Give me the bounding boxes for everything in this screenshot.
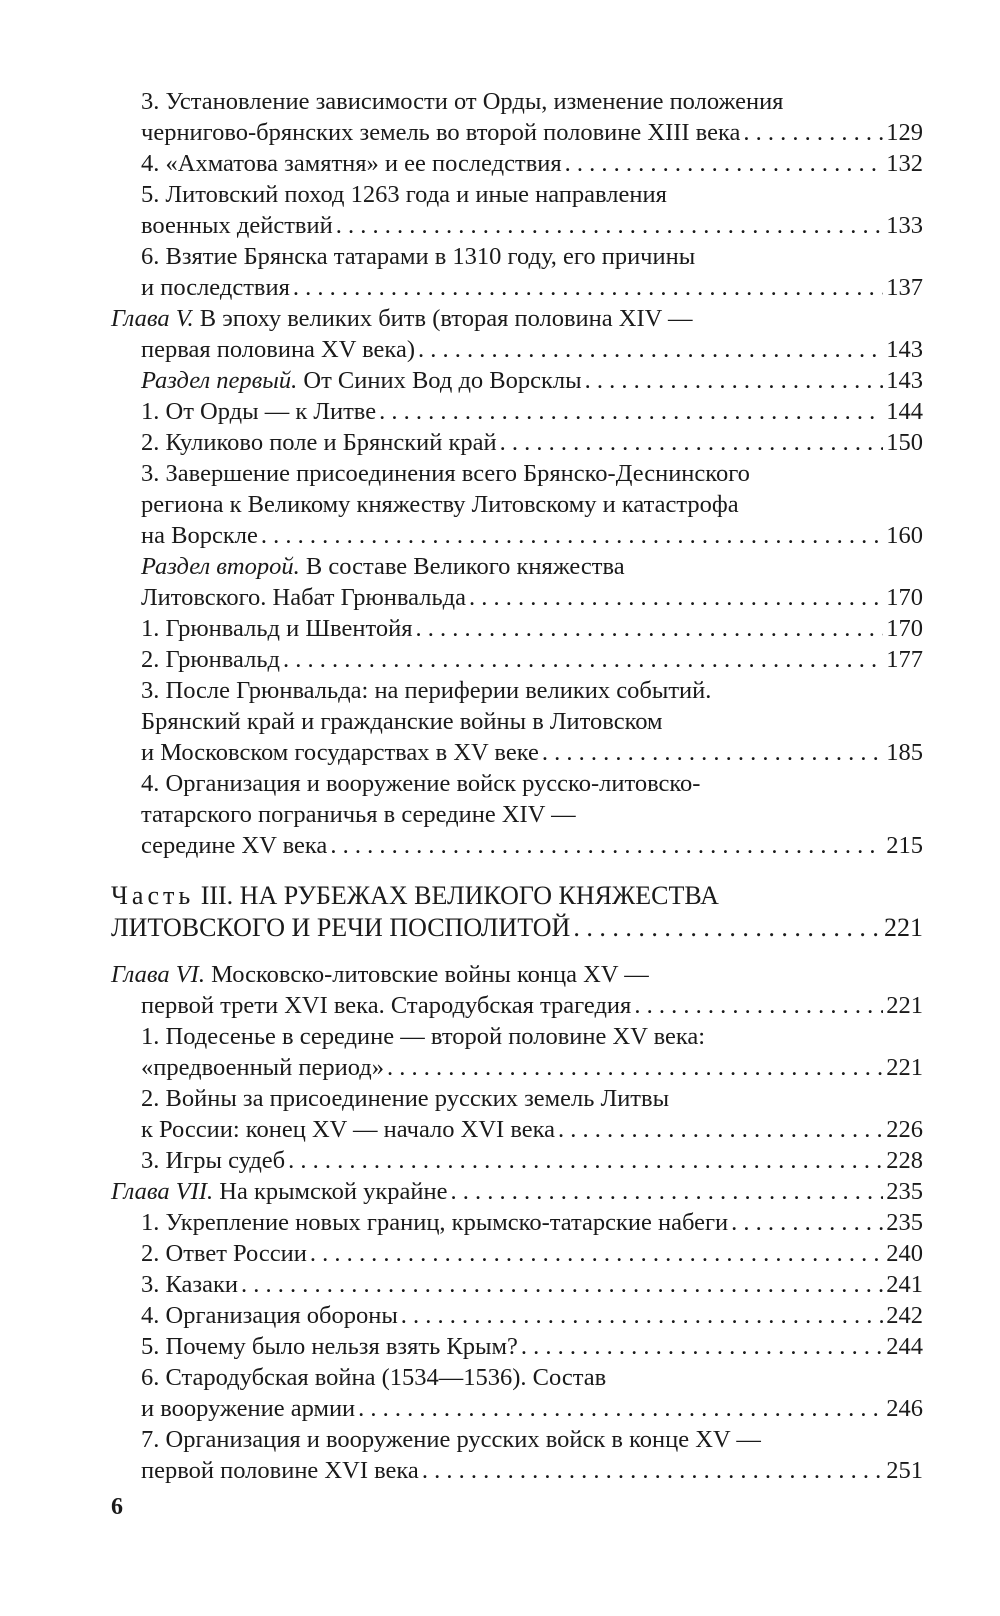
toc-entry-text — [141, 675, 711, 706]
toc-page-number: 185 — [886, 739, 923, 766]
leader-dots — [450, 1176, 883, 1207]
leader-dots — [283, 644, 883, 675]
toc-entry — [111, 1300, 923, 1331]
toc-page-number: 242 — [886, 1302, 923, 1329]
toc-entry-prefix: Глава VI. — [111, 961, 205, 988]
toc-entry-line — [111, 990, 923, 1021]
toc-entry-line-text: 5. Почему было нельзя взять Крым? — [141, 1333, 518, 1360]
leader-dots — [261, 520, 883, 551]
toc-entry-line — [141, 396, 923, 427]
toc-entry-line-text: 2. Грюнвальд — [141, 646, 280, 673]
toc-entry-line-text: От Синих Вод до Ворсклы — [297, 367, 582, 394]
toc-entry-text — [141, 551, 625, 582]
toc-entry-line-text: III. НА РУБЕЖАХ ВЕЛИКОГО КНЯЖЕСТВА — [194, 881, 719, 910]
toc-entry-text — [141, 179, 667, 210]
toc-page-number: 241 — [886, 1271, 923, 1298]
toc-entry-line-text: первой половине XVI века — [141, 1457, 419, 1484]
toc-entry-line-text: региона к Великому княжеству Литовскому и катастрофа — [141, 491, 739, 518]
toc-entry-text — [141, 1238, 307, 1269]
toc-entry-text — [141, 1269, 238, 1300]
toc-entry — [111, 458, 923, 551]
toc-entry-prefix: Раздел первый. — [141, 367, 298, 394]
toc-entry-prefix: Часть — [111, 881, 195, 910]
toc-entry-line — [141, 272, 923, 303]
toc-entry-text — [141, 1145, 285, 1176]
toc-entry-line — [111, 303, 923, 334]
toc-entry-text — [141, 396, 376, 427]
toc-entry — [111, 427, 923, 458]
toc-entry-line — [141, 1331, 923, 1362]
toc-entry-text — [141, 644, 280, 675]
toc-entry-line — [141, 830, 923, 861]
toc-page-number: 246 — [886, 1395, 923, 1422]
leader-dots — [521, 1331, 883, 1362]
leader-dots — [379, 396, 883, 427]
toc-entry-line — [141, 1362, 923, 1393]
leader-dots — [542, 737, 883, 768]
toc-entry-text — [141, 768, 700, 799]
toc-entry — [111, 396, 923, 427]
leader-dots — [288, 1145, 883, 1176]
toc-entry-text — [141, 1021, 705, 1052]
table-of-contents — [111, 86, 923, 1486]
toc-page-number: 221 — [884, 913, 923, 942]
toc-page-number: 177 — [886, 646, 923, 673]
toc-entry — [111, 148, 923, 179]
toc-page-number: 160 — [886, 522, 923, 549]
toc-entry-line — [141, 1083, 923, 1114]
toc-entry-line-text: 3. После Грюнвальда: на периферии великих событий. — [141, 677, 712, 704]
leader-dots — [743, 117, 883, 148]
toc-entry — [111, 303, 923, 365]
toc-entry — [111, 1207, 923, 1238]
toc-entry-line-text: 1. От Орды — к Литве — [141, 398, 377, 425]
toc-entry-text — [141, 1424, 761, 1455]
toc-page-number: 251 — [886, 1457, 923, 1484]
toc-entry — [111, 1238, 923, 1269]
toc-entry — [111, 675, 923, 768]
toc-entry-line-text: чернигово-брянских земель во второй половине XIII века — [141, 119, 741, 146]
toc-entry-text — [111, 303, 693, 334]
toc-entry-text — [141, 1362, 606, 1393]
toc-entry-text — [141, 86, 783, 117]
toc-entry-line-text: Литовского. Набат Грюнвальда — [141, 584, 466, 611]
toc-entry-line-text: В эпоху великих битв (вторая половина XIV — — [193, 305, 693, 332]
toc-page-number: 215 — [886, 832, 923, 859]
toc-entry-line — [141, 1300, 923, 1331]
page-number: 6 — [111, 1494, 123, 1520]
toc-entry-text — [111, 912, 570, 944]
leader-dots — [634, 990, 883, 1021]
toc-entry-line — [141, 737, 923, 768]
toc-entry-line-text: 4. Организация и вооружение войск русско-литовско- — [141, 770, 701, 797]
toc-entry-prefix: Раздел второй. — [141, 553, 300, 580]
toc-entry-text — [141, 458, 750, 489]
toc-entry-line — [141, 644, 923, 675]
toc-entry — [111, 880, 923, 944]
toc-entry-line-text: 2. Ответ России — [141, 1240, 307, 1267]
toc-entry-line-text: военных действий — [141, 212, 333, 239]
toc-page-number: 226 — [886, 1116, 923, 1143]
toc-entry-text — [141, 489, 739, 520]
toc-entry-line-text: 6. Стародубская война (1534—1536). Состав — [141, 1364, 607, 1391]
toc-entry-line — [141, 551, 923, 582]
toc-entry-line — [141, 1455, 923, 1486]
toc-entry-line-text: 3. Казаки — [141, 1271, 238, 1298]
toc-page-number: 133 — [886, 212, 923, 239]
toc-entry-line-text: первая половина XV века) — [141, 336, 415, 363]
toc-entry-line-text: 4. «Ахматова замятня» и ее последствия — [141, 150, 562, 177]
toc-entry-line-text: 5. Литовский поход 1263 года и иные направления — [141, 181, 667, 208]
toc-entry — [111, 1176, 923, 1207]
leader-dots — [293, 272, 883, 303]
toc-entry-text — [141, 334, 415, 365]
leader-dots — [418, 334, 883, 365]
toc-entry-line-text: 1. Подесенье в середине — второй половине XV века: — [141, 1023, 706, 1050]
toc-entry-line-text: 3. Установление зависимости от Орды, изменение положения — [141, 88, 784, 115]
toc-entry — [111, 768, 923, 861]
toc-entry-line-text: Московско-литовские войны конца XV — — [204, 961, 649, 988]
leader-dots — [416, 613, 884, 644]
toc-entry-line-text: середине XV века — [141, 832, 328, 859]
toc-entry-line-text: На крымской украйне — [213, 1178, 448, 1205]
toc-entry — [111, 613, 923, 644]
toc-entry-line-text: к России: конец XV — начало XVI века — [141, 1116, 556, 1143]
toc-entry-text — [141, 1114, 555, 1145]
toc-entry-line-text: 3. Игры судеб — [141, 1147, 286, 1174]
toc-entry-prefix: Глава V. — [111, 305, 194, 332]
leader-dots — [558, 1114, 883, 1145]
toc-entry-line-text: В составе Великого княжества — [299, 553, 625, 580]
toc-entry — [111, 365, 923, 396]
toc-page-number: 144 — [886, 398, 923, 425]
toc-entry-line — [141, 365, 923, 396]
toc-entry — [111, 86, 923, 148]
toc-entry-text — [141, 830, 327, 861]
toc-page-number: 221 — [886, 992, 923, 1019]
toc-entry-line — [141, 1145, 923, 1176]
toc-entry — [111, 241, 923, 303]
leader-dots — [573, 912, 881, 944]
toc-entry-line — [141, 241, 923, 272]
toc-entry-line — [141, 1269, 923, 1300]
toc-entry-text — [141, 365, 582, 396]
toc-entry-line — [111, 334, 923, 365]
toc-page-number: 137 — [886, 274, 923, 301]
toc-entry-line — [141, 117, 923, 148]
toc-entry-line-text: татарского пограничья в середине XIV — — [141, 801, 576, 828]
toc-entry-text — [141, 1300, 398, 1331]
toc-entry-line — [141, 520, 923, 551]
toc-entry-prefix: Глава VII. — [111, 1178, 214, 1205]
toc-entry-text — [111, 880, 719, 912]
toc-entry-line-text: и последствия — [141, 274, 290, 301]
toc-entry-text — [141, 1455, 419, 1486]
toc-entry — [111, 959, 923, 1021]
toc-page-number: 170 — [886, 584, 923, 611]
toc-page-number: 235 — [886, 1178, 923, 1205]
leader-dots — [401, 1300, 883, 1331]
toc-entry-line — [141, 427, 923, 458]
toc-entry-line-text: 1. Укрепление новых границ, крымско-татарские набеги — [141, 1209, 729, 1236]
toc-entry — [111, 551, 923, 613]
toc-entry-line — [141, 86, 923, 117]
toc-entry-line — [141, 179, 923, 210]
toc-entry — [111, 1021, 923, 1083]
toc-entry-line-text: ЛИТОВСКОГО И РЕЧИ ПОСПОЛИТОЙ — [111, 913, 571, 942]
leader-dots — [731, 1207, 883, 1238]
toc-entry — [111, 1145, 923, 1176]
toc-entry-line-text: Брянский край и гражданские войны в Литовском — [141, 708, 663, 735]
toc-entry-text — [141, 1207, 728, 1238]
leader-dots — [422, 1455, 883, 1486]
toc-entry-text — [141, 990, 631, 1021]
toc-entry-text — [141, 427, 497, 458]
toc-entry-line-text: 7. Организация и вооружение русских войск в конце XV — — [141, 1426, 761, 1453]
toc-entry-line — [141, 706, 923, 737]
toc-entry-text — [141, 117, 740, 148]
toc-entry-line-text: и вооружение армии — [141, 1395, 356, 1422]
leader-dots — [500, 427, 884, 458]
toc-entry-line — [141, 1424, 923, 1455]
toc-page-number: 170 — [886, 615, 923, 642]
toc-entry-line-text: 6. Взятие Брянска татарами в 1310 году, его причины — [141, 243, 696, 270]
toc-entry-text — [141, 706, 663, 737]
toc-entry — [111, 1331, 923, 1362]
toc-entry-text — [141, 1393, 355, 1424]
toc-entry-line — [141, 582, 923, 613]
toc-entry-line — [141, 210, 923, 241]
toc-entry-text — [141, 799, 576, 830]
toc-entry-line — [111, 912, 923, 944]
toc-page-number: 244 — [886, 1333, 923, 1360]
toc-page-number: 132 — [886, 150, 923, 177]
toc-entry — [111, 1424, 923, 1486]
toc-page-number: 143 — [886, 367, 923, 394]
toc-entry-text — [141, 737, 539, 768]
toc-entry-line — [141, 1207, 923, 1238]
toc-page-number: 129 — [886, 119, 923, 146]
toc-entry-text — [141, 1331, 518, 1362]
toc-entry-line — [141, 1393, 923, 1424]
leader-dots — [585, 365, 884, 396]
toc-entry-line — [141, 768, 923, 799]
toc-entry-text — [141, 148, 562, 179]
toc-page-number: 235 — [886, 1209, 923, 1236]
toc-entry-line — [141, 675, 923, 706]
toc-entry-line — [141, 458, 923, 489]
toc-entry-line — [111, 1176, 923, 1207]
toc-entry — [111, 1083, 923, 1145]
toc-page-number: 221 — [886, 1054, 923, 1081]
toc-entry-text — [141, 613, 413, 644]
toc-page-number: 143 — [886, 336, 923, 363]
leader-dots — [387, 1052, 883, 1083]
leader-dots — [241, 1269, 883, 1300]
toc-entry — [111, 644, 923, 675]
toc-entry-line — [141, 1021, 923, 1052]
leader-dots — [310, 1238, 883, 1269]
toc-entry-line-text: 4. Организация обороны — [141, 1302, 398, 1329]
toc-entry-line-text: 1. Грюнвальд и Швентойя — [141, 615, 413, 642]
toc-entry-text — [141, 582, 466, 613]
toc-entry-line — [141, 1114, 923, 1145]
toc-entry-line — [141, 1052, 923, 1083]
toc-entry-line — [141, 799, 923, 830]
toc-entry-text — [141, 1083, 669, 1114]
toc-entry-text — [141, 210, 333, 241]
toc-entry-line-text: первой трети XVI века. Стародубская трагедия — [141, 992, 632, 1019]
toc-entry-text — [141, 520, 258, 551]
leader-dots — [565, 148, 884, 179]
leader-dots — [469, 582, 883, 613]
leader-dots — [330, 830, 883, 861]
toc-entry-line-text: 2. Войны за присоединение русских земель Литвы — [141, 1085, 670, 1112]
toc-entry-line-text: «предвоенный период» — [141, 1054, 384, 1081]
toc-entry-line — [141, 489, 923, 520]
leader-dots — [358, 1393, 883, 1424]
toc-entry-text — [111, 1176, 447, 1207]
toc-page-number: 150 — [886, 429, 923, 456]
toc-entry-line — [141, 148, 923, 179]
toc-entry-line — [141, 613, 923, 644]
toc-entry-text — [141, 272, 290, 303]
toc-page-number: 240 — [886, 1240, 923, 1267]
toc-entry-line — [141, 1238, 923, 1269]
toc-page-number: 228 — [886, 1147, 923, 1174]
toc-entry-text — [141, 241, 695, 272]
toc-entry-text — [111, 959, 649, 990]
toc-entry-text — [141, 1052, 384, 1083]
toc-entry — [111, 179, 923, 241]
toc-entry-line-text: 2. Куликово поле и Брянский край — [141, 429, 497, 456]
toc-entry-line-text: и Московском государствах в XV веке — [141, 739, 539, 766]
toc-entry — [111, 1269, 923, 1300]
leader-dots — [336, 210, 884, 241]
toc-entry-line — [111, 959, 923, 990]
toc-entry-line-text: на Ворскле — [141, 522, 258, 549]
toc-entry — [111, 1362, 923, 1424]
toc-entry-line — [111, 880, 923, 912]
toc-entry-line-text: 3. Завершение присоединения всего Брянско-Деснинского — [141, 460, 750, 487]
